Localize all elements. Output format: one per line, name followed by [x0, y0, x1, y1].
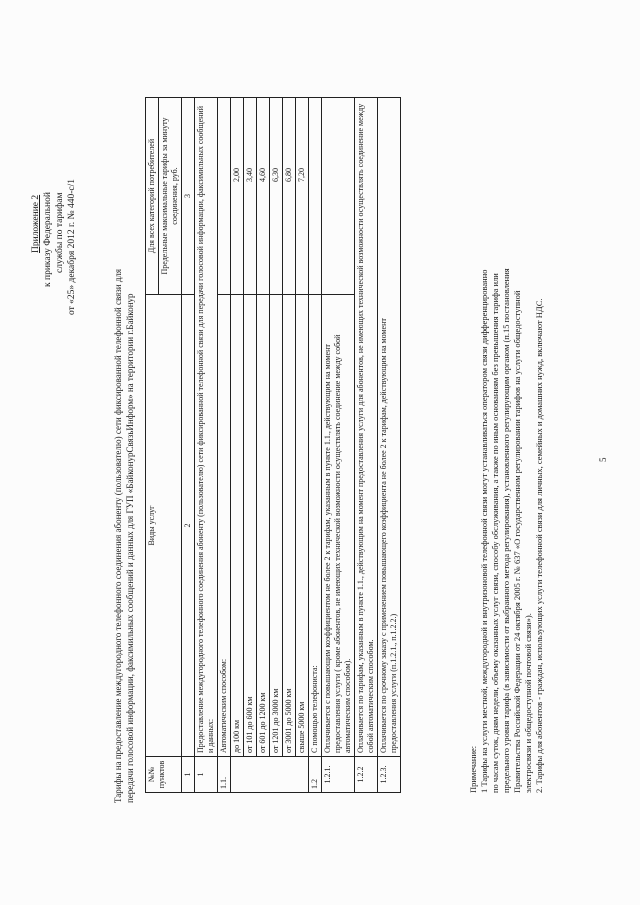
distance-value: 4,60 — [257, 98, 270, 295]
col-header-consumers: Для всех категорий потребителей — [146, 98, 159, 295]
table-row — [355, 98, 378, 793]
appendix-block — [30, 179, 78, 315]
row-1-2-2-text: Оплачивается по тарифам, указанным в пункте 1.1., действующим на момент предоставления услуги для абонентов, не имеющих технической возможности осуществлять соединение между собой автоматическим способом. — [355, 98, 378, 757]
empty-cell — [218, 98, 231, 295]
table-header-row — [146, 98, 159, 793]
row-1-2-3-text-part2: предоставления услуги (п.1.2.1., п.1.2.2.) — [389, 613, 398, 753]
row-1-2-3-text — [378, 98, 401, 757]
note-1-line-5: электросвязи и общедоступной почтовой связи»). — [523, 613, 533, 793]
table-row — [231, 98, 244, 793]
note-1-line-1: 1 Тарифы на услуги местной, междугородной и внутризоновой телефонной связи могут устанавливаться оператором связи дифференцированно — [479, 269, 489, 793]
row-1-2-3-text-part1: Оплачивается по срочному заказу с применением повышающего коэффициента не более 2 к тарифам, действующим на момент — [379, 318, 388, 753]
row-1-2-2-num: 1.2.2 — [355, 757, 378, 793]
notes-block — [468, 268, 545, 793]
distance-label: от 3001 до 5000 км — [283, 295, 296, 757]
appendix-date-line: от «25» декабря 2012 г. № 440-с/1 — [67, 178, 77, 315]
note-2: 2. Тарифы для абонентов - граждан, использующих услуги телефонной связи для личных, семейных и домашних нужд, включают НДС. — [534, 298, 544, 793]
appendix-order-line: к приказу Федеральной — [43, 192, 53, 287]
appendix-service-line: службы по тарифам — [55, 192, 65, 273]
heading-line-2: передачи голосовой информации, факсимильных сообщений и данных для ГУП «БайконурСвязьИнформ» на территории г.Байконур — [125, 293, 135, 803]
notes-title: Примечание: — [468, 745, 478, 793]
table-row — [270, 98, 283, 793]
distance-value: 2,00 — [231, 98, 244, 295]
col-header-max-tariffs: Предельные максимальные тарифы за минуту соединения, руб. — [159, 98, 182, 295]
heading-line-1: Тарифы на предоставление междугородного телефонного соединения абоненту (пользователю) сети фиксированной телефонной связи для — [113, 268, 123, 803]
distance-label: от 1201 до 3000 км — [270, 295, 283, 757]
table-row — [322, 98, 355, 793]
tariff-heading — [112, 269, 136, 803]
distance-value: 6,80 — [283, 98, 296, 295]
note-1-line-4: Правительства Российской Федерации от 24 октября 2005 г. № 637 «О государственном регулировании тарифов на услуги общедоступной — [512, 290, 522, 793]
distance-label: от 601 до 1200 км — [257, 295, 270, 757]
table-row — [257, 98, 270, 793]
table-row — [378, 98, 401, 793]
distance-label: от 101 до 600 км — [244, 295, 257, 757]
row-1-2-text: С помощью телефониста: — [309, 295, 322, 757]
table-row — [195, 98, 218, 793]
distance-label: свыше 5000 км — [296, 295, 309, 757]
note-1-line-2: по часам суток, дням недели, объему оказанных услуг связи, способу обслуживания, а также по иным основаниям без превышения тарифа или — [490, 273, 500, 793]
appendix-title: Приложение 2 — [31, 194, 41, 253]
distance-value: 6,30 — [270, 98, 283, 295]
empty-cell — [322, 98, 355, 295]
row-1-2-3-num: 1.2.3. — [378, 757, 401, 793]
col-header-number: №№ пунктов — [146, 757, 182, 793]
table-row — [296, 98, 309, 793]
distance-value: 3,40 — [244, 98, 257, 295]
page-number: 5 — [598, 457, 608, 462]
table-row — [218, 98, 231, 793]
tariff-table — [145, 97, 401, 793]
row-1-2-1-text: Оплачивается с повышающим коэффициентом не более 2 к тарифам, указанным в пункте 1.1., действующим на момент предоставления услуги ( кроме абонентов, не имеющих технической возможности осуществлять соединение между собой автоматическим способом). — [322, 295, 355, 757]
distance-value: 7,20 — [296, 98, 309, 295]
empty-cell — [309, 98, 322, 295]
table-row — [283, 98, 296, 793]
note-1-line-3: предельного уровня тарифа (в зависимости от выбранного метода регулирования), установленного регулирующим органом (п.15 постановления — [501, 268, 511, 793]
distance-label: до 100 км — [231, 295, 244, 757]
empty-cell — [231, 757, 309, 793]
row-1-2-num: 1.2 — [309, 757, 322, 793]
table-colnum-row — [182, 98, 195, 793]
table-row — [244, 98, 257, 793]
col-header-services: Виды услуг — [146, 295, 182, 757]
row-1-2-1-num: 1.2.1. — [322, 757, 355, 793]
col-num-2: 2 — [182, 295, 195, 757]
col-num-1: 1 — [182, 757, 195, 793]
table-row — [309, 98, 322, 793]
row-1-num: 1 — [195, 757, 218, 793]
row-1-1-text: Автоматическим способом: — [218, 295, 231, 757]
row-1-1-num: 1.1. — [218, 757, 231, 793]
row-1-text: Предоставление междугородного телефонного соединения абоненту (пользователю) сети фиксированной телефонной связи для передачи голосовой информации, факсимильных сообщений и данных: — [195, 98, 218, 757]
col-num-3: 3 — [182, 98, 195, 295]
